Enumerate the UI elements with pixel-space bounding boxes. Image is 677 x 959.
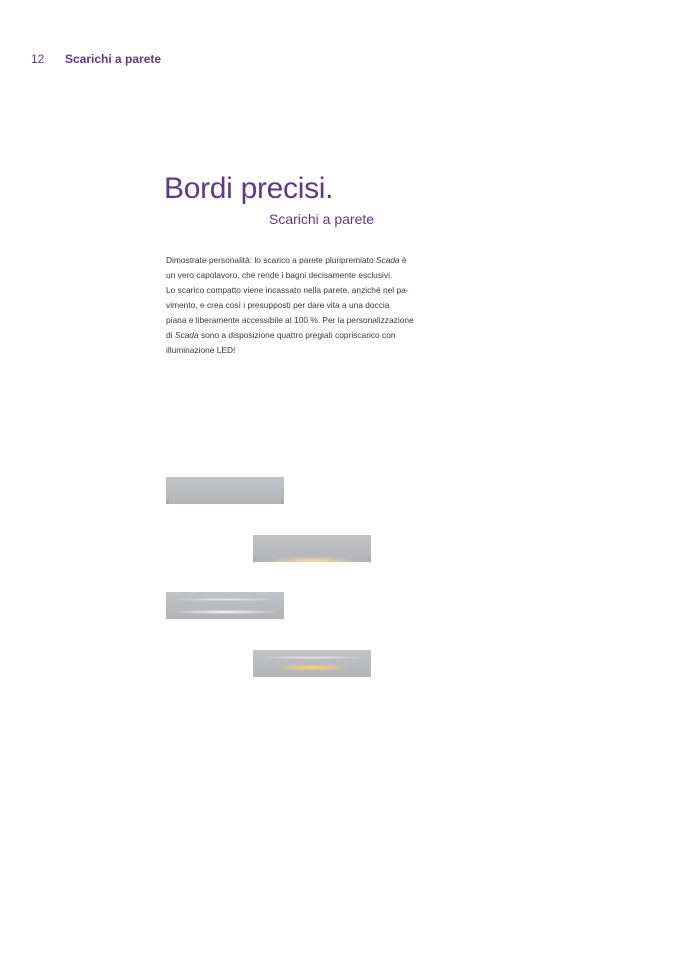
drain-cover-image-2 — [253, 535, 371, 562]
led-glow — [174, 610, 276, 614]
led-glow — [265, 556, 359, 562]
page-title: Bordi precisi. — [164, 172, 334, 205]
section-label: Scarichi a parete — [65, 52, 162, 66]
drain-cover-image-4 — [253, 650, 371, 677]
led-glow — [275, 664, 349, 671]
drain-cover-image-1 — [166, 477, 284, 504]
page-number: 12 — [31, 52, 45, 66]
body-line-1: Dimostrate personalità: lo scarico a parete pluripremiato Scada è — [166, 255, 407, 265]
body-line-3: Lo scarico compatto viene incassato nella parete, anziché nel pa- — [166, 285, 409, 295]
body-line-5: piana e liberamente accessibile al 100 %. Per la personalizzazione — [166, 315, 414, 325]
led-glow — [174, 598, 276, 601]
body-line-2: un vero capolavoro, che rende i bagni decisamente esclusivi. — [166, 270, 393, 280]
drain-cover-image-3 — [166, 592, 284, 619]
brand-name: Scada — [375, 255, 400, 265]
body-line-4: vimento, e crea così i presupposti per dare vita a una doccia — [166, 300, 390, 310]
body-paragraph — [166, 253, 441, 358]
led-glow — [261, 656, 363, 659]
page-subtitle: Scarichi a parete — [269, 211, 375, 227]
body-line-7: illuminazione LED! — [166, 345, 236, 355]
body-line-6: di Scada sono a disposizione quattro pregiati copriscarico con — [166, 330, 396, 340]
brand-name: Scada — [174, 330, 199, 340]
